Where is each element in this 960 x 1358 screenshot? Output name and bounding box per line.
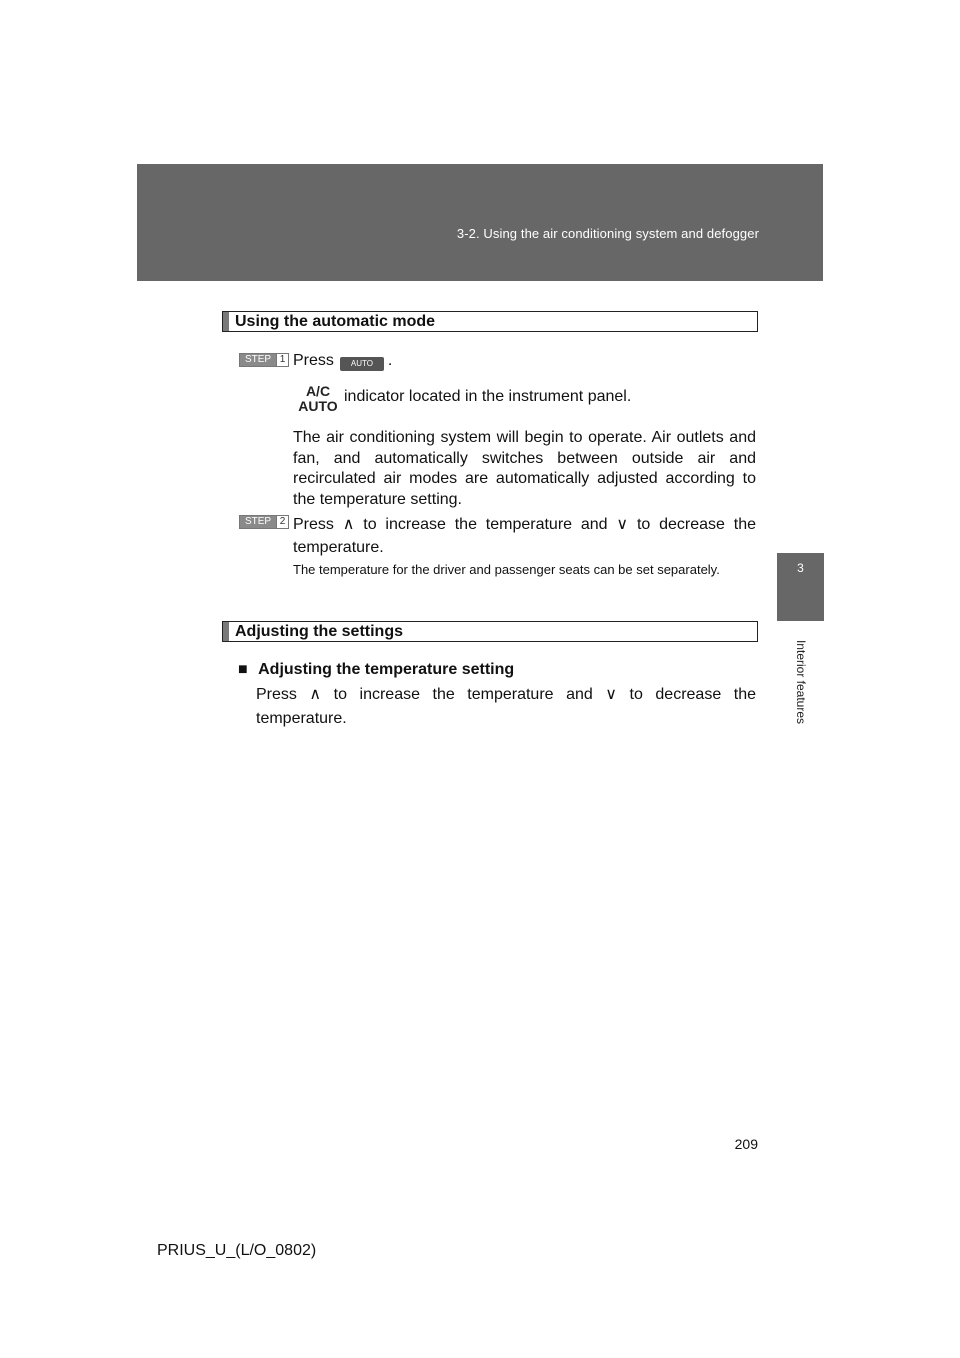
- step-2-note: The temperature for the driver and passenger seats can be set separately.: [293, 562, 720, 577]
- subheading-temperature: [238, 660, 514, 681]
- step-1-instruction: [293, 351, 392, 372]
- step-label: STEP: [240, 516, 276, 528]
- chapter-tab: [777, 553, 824, 621]
- step-1-badge: [239, 353, 289, 367]
- subheading-text: Adjusting the temperature setting: [258, 661, 515, 678]
- step-number: 1: [276, 354, 288, 366]
- step-label: STEP: [240, 354, 276, 366]
- step-1-description: The air conditioning system will begin to operate. Air outlets and fan, and automatically switches between outside air and recirculated air modes are automatically adjusted according to the temperature setting.: [293, 429, 756, 508]
- temperature-instruction: Press ∧ to increase the temperature and ∨ to decrease the temperature.: [256, 686, 756, 727]
- footer-document-code: PRIUS_U_(L/O_0802): [157, 1242, 317, 1259]
- chapter-side-label-text: Interior features: [794, 639, 808, 725]
- step-2-badge: [239, 515, 289, 529]
- step-2-instruction: Press ∧ to increase the temperature and ∨ to decrease the temperature.: [293, 516, 756, 556]
- section-heading-adjusting-settings: [222, 621, 758, 642]
- page-number: 209: [734, 1136, 758, 1152]
- indicator-text: indicator located in the instrument panel.: [344, 388, 632, 405]
- period-text: .: [387, 352, 393, 369]
- chapter-number: 3: [797, 561, 804, 575]
- ac-icon-line2: AUTO: [298, 398, 338, 414]
- chapter-title: 3-2. Using the air conditioning system and defogger: [456, 226, 759, 241]
- auto-button-icon: AUTO: [340, 357, 384, 371]
- press-text: Press: [293, 352, 334, 369]
- section-heading-text: Using the automatic mode: [235, 313, 436, 330]
- ac-icon-line1: A/C: [305, 383, 331, 399]
- section-heading-automatic-mode: [222, 311, 758, 332]
- chapter-side-label: [791, 632, 811, 732]
- section-heading-text: Adjusting the settings: [235, 623, 403, 640]
- ac-auto-indicator-icon: [297, 384, 339, 416]
- bullet-square-icon: ■: [238, 661, 248, 678]
- header-band: [137, 164, 823, 281]
- step-number: 2: [276, 516, 288, 528]
